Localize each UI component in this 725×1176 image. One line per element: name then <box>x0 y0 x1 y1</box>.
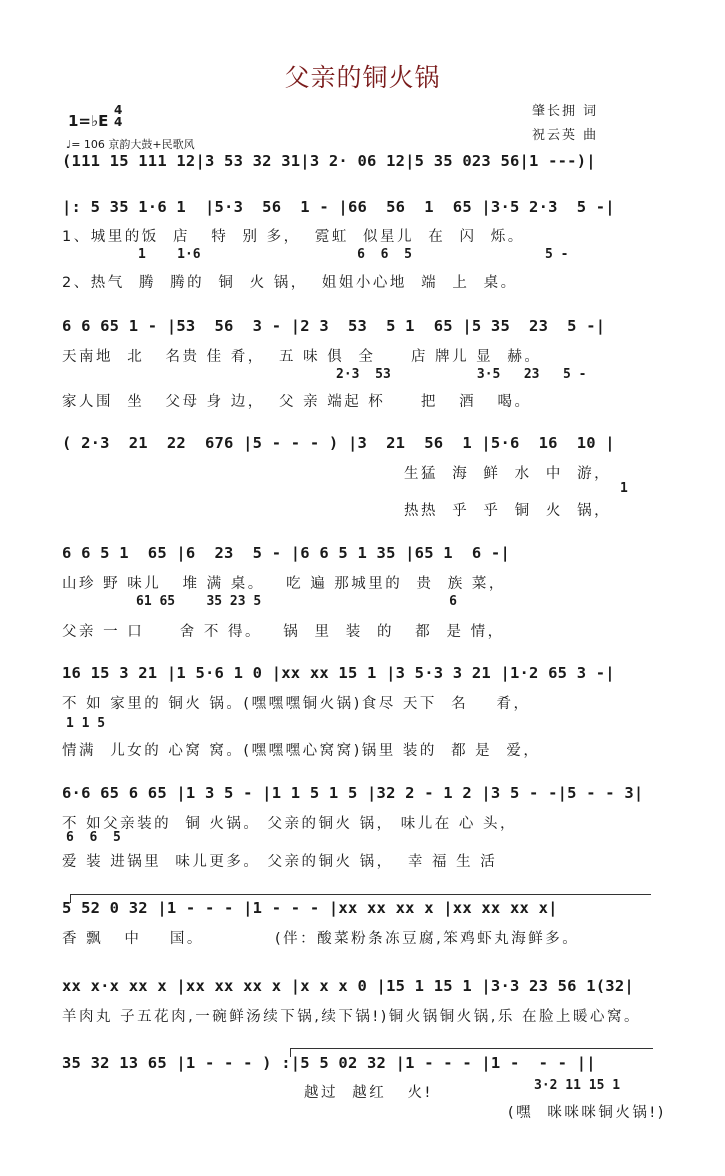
lyric-line: 香 飘 中 国。 (伴：酸菜粉条冻豆腐,笨鸡虾丸海鲜多。 <box>62 931 580 947</box>
lyric-line: 父亲 一 口 舍 不 得。 锅 里 装 的 都 是 情， <box>62 624 505 640</box>
song-title: 父亲的铜火锅 <box>284 63 441 92</box>
notation-line: 61 65 35 23 5 6 <box>136 594 457 609</box>
lyric-line: (嘿 咪咪咪铜火锅!) <box>508 1105 666 1121</box>
notation-line: |: 5 35 1·6 1 |5·3 56 1 - |66 56 1 65 |3·5 2·3 5 -| <box>62 198 615 216</box>
lyric-line: 羊肉丸 子五花肉,一碗鲜汤续下锅,续下锅!)铜火锅铜火锅,乐 在脸上暖心窝。 <box>62 1009 642 1025</box>
composer-credit: 祝云英 曲 <box>532 128 599 143</box>
notation-line: 6 6 5 1 65 |6 23 5 - |6 6 5 1 35 |65 1 6 -| <box>62 544 510 562</box>
lyric-line: 爱 装 进锅里 味儿更多。 父亲的铜火 锅， 幸 福 生 活 <box>62 854 498 870</box>
lyric-line: 不 如 家里的 铜火 锅。(嘿嘿嘿铜火锅)食尽 天下 名 肴， <box>62 696 531 712</box>
lyric-line: 热热 乎 乎 铜 火 锅， <box>404 503 612 519</box>
time-signature <box>114 104 122 128</box>
notation-line: 1 1 5 <box>66 716 106 731</box>
notation-line: ( 2·3 21 22 676 |5 - - - ) |3 21 56 1 |5·6 16 10 | <box>62 434 615 452</box>
notation-line: 6·6 65 6 65 |1 3 5 - |1 1 5 1 5 |32 2 - 1 2 |3 5 - -|5 - - 3| <box>62 784 644 802</box>
lyric-line: 不 如父亲装的 铜 火锅。 父亲的铜火 锅， 味儿在 心 头， <box>62 816 517 832</box>
notation-line: 2·3 53 3·5 23 5 - <box>336 367 587 382</box>
lyric-line: 生猛 海 鲜 水 中 游， <box>404 466 612 482</box>
lyric-line: 2、热气 腾 腾的 铜 火 锅， 姐姐小心地 端 上 桌。 <box>62 275 518 291</box>
lyric-line: 山珍 野 味儿 堆 满 桌。 吃 遍 那城里的 贵 族 菜， <box>62 576 506 592</box>
notation-line: 6 6 5 <box>66 830 121 845</box>
time-numerator: 4 <box>114 103 123 117</box>
tempo-marking: ♩= 106 京韵大鼓+民歌风 <box>66 138 195 151</box>
notation-line: 16 15 3 21 |1 5·6 1 0 |xx xx 15 1 |3 5·3 3 21 |1·2 65 3 -| <box>62 664 615 682</box>
key-signature: 1=♭E <box>68 112 109 130</box>
notation-line: 5 52 0 32 |1 - - - |1 - - - |xx xx xx x |xx xx xx x| <box>62 899 558 917</box>
lyricist-credit: 肇长拥 词 <box>532 104 599 119</box>
notation-line: 1 <box>620 481 628 496</box>
notation-line: xx x·x xx x |xx xx xx x |x x x 0 |15 1 15 1 |3·3 23 56 1(32| <box>62 977 634 995</box>
notation-line: 6 6 65 1 - |53 56 3 - |2 3 53 5 1 65 |5 35 23 5 -| <box>62 317 606 335</box>
notation-line: 3·2 11 15 1 <box>534 1078 621 1093</box>
notation-line: 35 32 13 65 |1 - - - ) :|5 5 02 32 |1 - - - |1 - - - || <box>62 1054 596 1072</box>
lyric-line: 1、城里的饭 店 特 别 多， 霓虹 似星儿 在 闪 烁。 <box>62 229 525 245</box>
lyric-line: 情满 儿女的 心窝 窝。(嘿嘿嘿心窝窝)锅里 装的 都 是 爱， <box>62 743 541 759</box>
lyric-line: 越过 越红 火! <box>304 1085 433 1101</box>
notation-line: (111 15 111 12|3 53 32 31|3 2· 06 12|5 35 023 56|1 ---)| <box>62 152 596 170</box>
lyric-line: 家人围 坐 父母 身 边， 父 亲 端起 杯 把 酒 喝。 <box>62 394 532 410</box>
time-denominator: 4 <box>114 115 123 129</box>
lyric-line: 天南地 北 名贵 佳 肴， 五 味 俱 全 店 牌儿 显 赫。 <box>62 349 542 365</box>
notation-line: 1 1·6 6 6 5 5 - <box>138 247 569 262</box>
